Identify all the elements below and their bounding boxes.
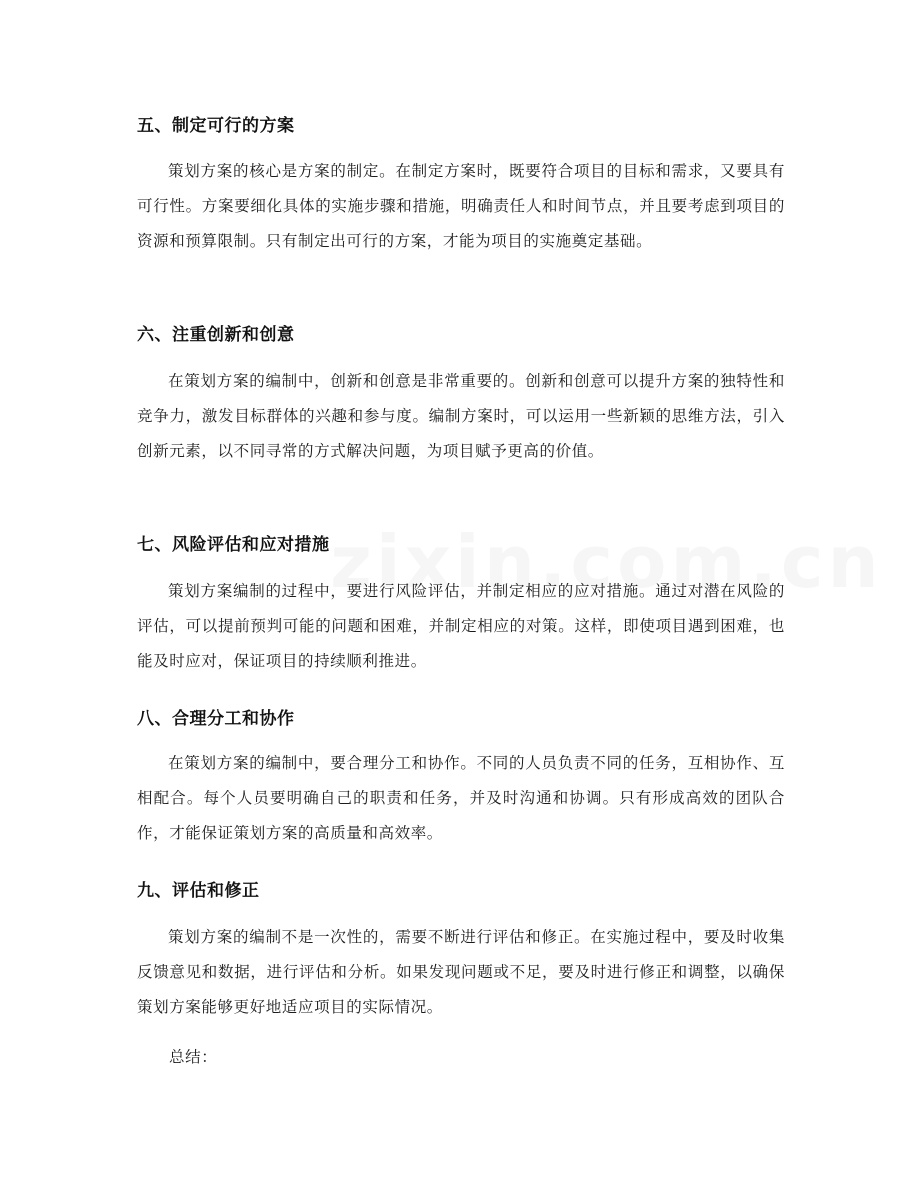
section-paragraph-6: 在策划方案的编制中，创新和创意是非常重要的。创新和创意可以提升方案的独特性和竞争力，激发目标群体的兴趣和参与度。编制方案时，可以运用一些新颖的思维方法，引入创新元素，以不同寻常的方式解决问题，为项目赋予更高的价值。: [137, 372, 785, 460]
section-paragraph-7: 策划方案编制的过程中，要进行风险评估，并制定相应的应对措施。通过对潜在风险的评估，可以提前预判可能的问题和困难，并制定相应的对策。这样，即使项目遇到困难，也能及时应对，保证项目的持续顺利推进。: [137, 582, 785, 670]
section-heading-9: 九、评估和修正: [137, 881, 260, 901]
section-heading-7: 七、风险评估和应对措施: [137, 535, 330, 555]
section-heading-6: 六、注重创新和创意: [137, 325, 295, 345]
section-paragraph-8: 在策划方案的编制中，要合理分工和协作。不同的人员负责不同的任务，互相协作、互相配合。每个人员要明确自己的职责和任务，并及时沟通和协调。只有形成高效的团队合作，才能保证策划方案的高质量和高效率。: [137, 754, 785, 842]
section-heading-5: 五、制定可行的方案: [137, 116, 295, 136]
summary-label: 总结：: [169, 1048, 218, 1066]
section-paragraph-5: 策划方案的核心是方案的制定。在制定方案时，既要符合项目的目标和需求，又要具有可行性。方案要细化具体的实施步骤和措施，明确责任人和时间节点，并且要考虑到项目的资源和预算限制。只有制定出可行的方案，才能为项目的实施奠定基础。: [137, 162, 785, 250]
section-heading-8: 八、合理分工和协作: [137, 709, 295, 729]
section-paragraph-9: 策划方案的编制不是一次性的，需要不断进行评估和修正。在实施过程中，要及时收集反馈意见和数据，进行评估和分析。如果发现问题或不足，要及时进行修正和调整，以确保策划方案能够更好地适应项目的实际情况。: [137, 928, 785, 1016]
